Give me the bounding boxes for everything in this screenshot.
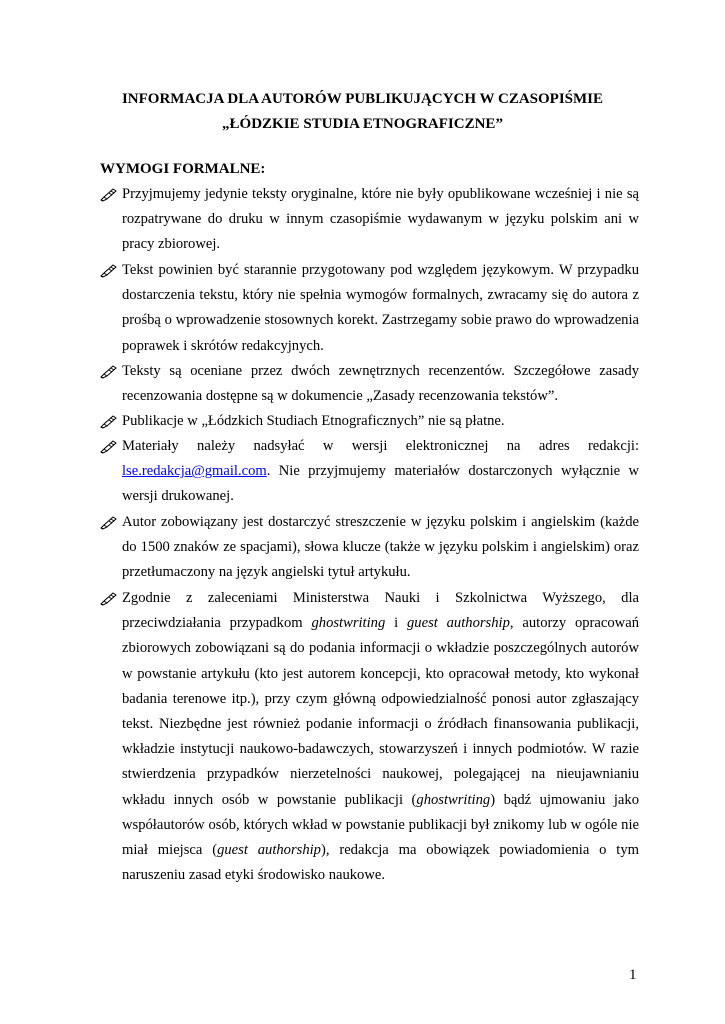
- list-item-text: [122, 586, 639, 888]
- list-item: [100, 409, 638, 434]
- email-link[interactable]: lse.redakcja@gmail.com: [122, 463, 267, 480]
- writing-hand-icon: [100, 186, 118, 202]
- list-item-text: Teksty są oceniane przez dwóch zewnętrznych recenzentów. Szczegółowe zasady recenzowania dostępne są w dokumencie „Zasady recenzowania tekstów”.: [122, 363, 639, 405]
- list-item-text: Przyjmujemy jedynie teksty oryginalne, które nie były opublikowane wcześniej i nie są rozpatrywane do druku w innym czasopiśmie wydawanym w języku polskim ani w pracy zbiorowej.: [122, 186, 639, 253]
- text-segment: , autorzy opracowań zbiorowych zobowiązani są do podania informacji o wkładzie poszczególnych autorów w powstanie artykułu (kto jest autorem koncepcji, kto opracował metody, kto wykonał badania terenowe itp.), przy czym główną odpowiedzialność ponosi autor zgłaszający tekst. Niezbędne jest również podanie informacji o źródłach finansowania publikacji, wkładzie instytucji naukowo-badawczych, stowarzyszeń i innych podmiotów. W razie stwierdzenia przypadków nierzetelności naukowej, polegającej na nieujawnianiu wkładu innych osób w powstanie publikacji (: [122, 615, 639, 808]
- list-item-text: Autor zobowiązany jest dostarczyć streszczenie w języku polskim i angielskim (każde do 1500 znaków ze spacjami), słowa klucze (także w języku polskim i angielskim) oraz przetłumaczony na język angielski tytuł artykułu.: [122, 514, 639, 581]
- page-title-line-1: INFORMACJA DLA AUTORÓW PUBLIKUJĄCYCH W CZASOPIŚMIE: [121, 91, 604, 107]
- list-item: [100, 359, 638, 409]
- list-item: [100, 586, 638, 888]
- text-segment: ), redakcja ma obowiązek powiadomienia o tym naruszeniu zasad etyki środowisko naukowe.: [122, 842, 640, 884]
- writing-hand-icon: [100, 262, 118, 278]
- page-number: 1: [629, 967, 637, 983]
- text-segment: ) bądź ujmowaniu jako współautorów osób, których wkład w powstanie publikacji był znikomy lub w ogóle nie miał miejsca (: [122, 791, 639, 859]
- list-item-text: Publikacje w „Łódzkich Studiach Etnograficznych” nie są płatne.: [122, 413, 505, 429]
- italic-term: guest authorship: [407, 615, 510, 632]
- text-segment: Zgodnie z zaleceniami Ministerstwa Nauki i Szkolnictwa Wyższego, dla przeciwdziałania przypadkom: [122, 590, 639, 632]
- page-title-line-2: „ŁÓDZKIE STUDIA ETNOGRAFICZNE”: [222, 116, 503, 132]
- text-segment: . Nie przyjmujemy materiałów dostarczonych wyłącznie w wersji drukowanej.: [122, 463, 639, 505]
- list-item-text: [122, 434, 639, 510]
- text-segment: Materiały należy nadsyłać w wersji elektronicznej na adres redakcji:: [122, 438, 639, 454]
- list-item-text: Tekst powinien być starannie przygotowany pod względem językowym. W przypadku dostarczenia tekstu, który nie spełnia wymogów formalnych, zwracamy się do autora z prośbą o wprowadzenie stosownych korekt. Zastrzegamy sobie prawo do wprowadzenia poprawek i skrótów redakcyjnych.: [122, 262, 639, 354]
- writing-hand-icon: [100, 590, 118, 606]
- list-item: [100, 510, 638, 586]
- italic-term: ghostwriting: [311, 615, 386, 632]
- italic-term: guest authorship: [217, 842, 321, 859]
- list-item: [100, 258, 638, 359]
- text-segment: i: [385, 615, 407, 632]
- writing-hand-icon: [100, 413, 118, 429]
- writing-hand-icon: [100, 363, 118, 379]
- writing-hand-icon: [100, 514, 118, 530]
- writing-hand-icon: [100, 438, 118, 454]
- italic-term: ghostwriting: [416, 791, 491, 808]
- section-heading: WYMOGI FORMALNE:: [100, 161, 266, 177]
- list-item: [100, 182, 638, 258]
- list-item: [100, 434, 638, 510]
